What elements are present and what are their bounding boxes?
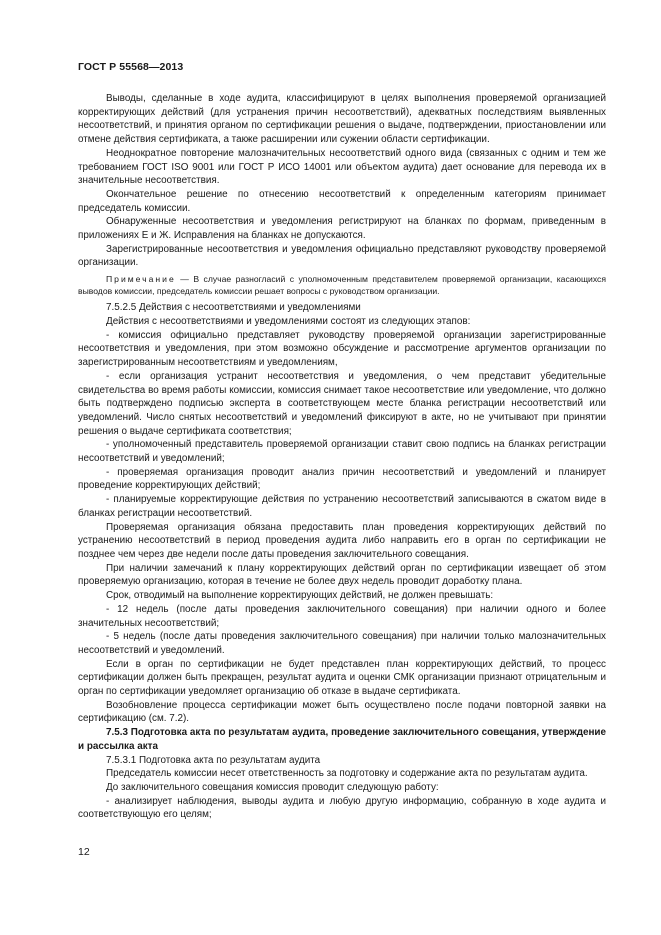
paragraph: Окончательное решение по отнесению несоответствий к определенным категориям принимает председатель комиссии.: [78, 188, 606, 214]
paragraph: Председатель комиссии несет ответственность за подготовку и содержание акта по результатам аудита.: [106, 768, 588, 780]
paragraph: Действия с несоответствиями и уведомлениями состоят из следующих этапов:: [106, 316, 471, 328]
paragraph: Проверяемая организация обязана предоставить план проведения корректирующих действий по устранению несоответствий в период проведения аудита либо направить его в орган по сертификации не позднее чем через две недели после даты проведения заключительного совещания.: [78, 521, 606, 560]
note-dash: —: [175, 274, 194, 285]
note-label: Примечание: [106, 274, 176, 285]
list-item: - проверяемая организация проводит анализ причин несоответствий и уведомлений и планирует проведение корректирующих действий;: [78, 466, 606, 492]
paragraph: Обнаруженные несоответствия и уведомления регистрируют на бланках по формам, приведенным в приложениях Е и Ж. Исправления на бланках не допускаются.: [78, 216, 606, 242]
list-item: - 12 недель (после даты проведения заключительного совещания) при наличии одного и более значительных несоответствий;: [78, 603, 606, 629]
paragraph: До заключительного совещания комиссия проводит следующую работу:: [106, 781, 439, 793]
document-body: [78, 92, 606, 822]
note-text: В случае разногласий с уполномоченным представителем проверяемой организации, касающихся выводов комиссии, председатель комиссии решает вопросы с руководством организации.: [78, 274, 607, 296]
standard-code-header: ГОСТ Р 55568—2013: [78, 61, 184, 73]
list-item: - 5 недель (после даты проведения заключительного совещания) при наличии только малозначительных несоответствий и уведомлений.: [78, 631, 606, 656]
paragraph: Неоднократное повторение малозначительных несоответствий одного вида (связанных с одним и тем же требованием ГОСТ ISO 9001 или ГОСТ Р ИСО 14001 или объектом аудита) дает основание для перевода их в значительные несоответствия.: [78, 147, 606, 187]
section-heading-7-5-3-1: 7.5.3.1 Подготовка акта по результатам аудита: [106, 754, 321, 766]
list-item: - планируемые корректирующие действия по устранению несоответствий записываются в сжатом виде в бланках регистрации несоответствий.: [78, 494, 606, 519]
list-item: - комиссия официально представляет руководству проверяемой организации зарегистрированные несоответствия и уведомления, при этом возможно обсуждение и рассмотрение аргументов организации по зарегистрированным несоответствиям и уведомлениям,: [78, 329, 606, 369]
section-heading-7-5-2-5: 7.5.2.5 Действия с несоответствиями и уведомлениями: [106, 302, 361, 314]
list-item: - если организация устранит несоответствия и уведомления, о чем представит убедительные свидетельства во время работы комиссии, комиссия снимает такое несоответствие или уведомление, что должно быть подтверждено подписью эксперта в соответствующем месте бланка регистрации несоответствий или уведомлений. Число снятых несоответствий и уведомлений фиксируют в акте, но не учитывают при принятии решения о выдаче сертификата соответствия;: [78, 370, 606, 437]
paragraph: При наличии замечаний к плану корректирующих действий орган по сертификации извещает об этом проверяемую организацию, которая в течение не более двух недель проводит доработку плана.: [78, 562, 606, 588]
list-item: - анализирует наблюдения, выводы аудита и любую другую информацию, собранную в ходе аудита и соответствующую его целям;: [78, 795, 606, 821]
page-number: 12: [78, 846, 90, 858]
paragraph: Зарегистрированные несоответствия и уведомления официально представляют руководству проверяемой организации.: [78, 243, 606, 269]
paragraph: Возобновление процесса сертификации может быть осуществлено после подачи повторной заявки на сертификацию (см. 7.2).: [78, 699, 606, 725]
paragraph: Если в орган по сертификации не будет представлен план корректирующих действий, то процесс сертификации должен быть прекращен, результат аудита и оценки СМК организации признают отрицательным и орган по сертификации уведомляет организацию об отказе в выдаче сертификата.: [78, 658, 606, 698]
list-item: - уполномоченный представитель проверяемой организации ставит свою подпись на бланках регистрации несоответствий и уведомлений;: [78, 439, 606, 465]
paragraph: Срок, отводимый на выполнение корректирующих действий, не должен превышать:: [106, 590, 494, 602]
note: [78, 274, 606, 297]
section-heading-7-5-3: 7.5.3 Подготовка акта по результатам аудита, проведение заключительного совещания, утверждение и рассылка акта: [78, 727, 606, 752]
paragraph: Выводы, сделанные в ходе аудита, классифицируют в целях выполнения проверяемой организацией корректирующих действий (для устранения причин несоответствий), адекватных последствиям выявленных несоответствий, и принятия органом по сертификации решения о выдаче, подтверждении, приостановлении или отмене действия сертификата, а также расширении или сужении области сертификации.: [78, 93, 606, 146]
